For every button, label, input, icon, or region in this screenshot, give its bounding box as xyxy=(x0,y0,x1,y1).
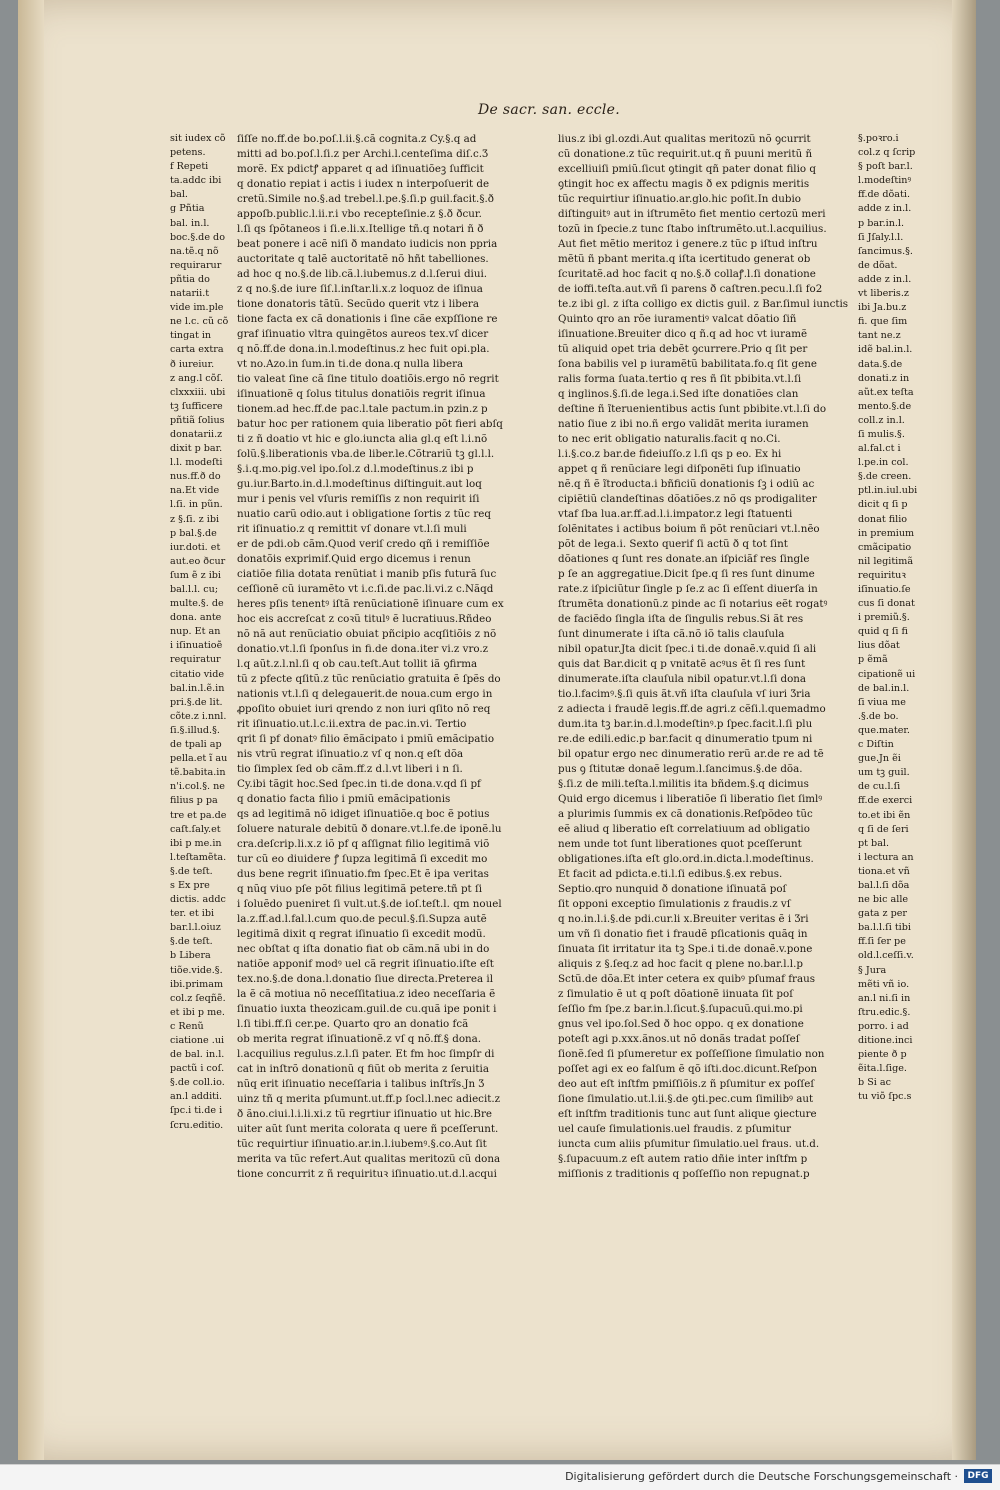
text-line: ſoluere naturale debitũ ð donare.vt.l.fe.de iponẽ.lu xyxy=(237,823,502,835)
text-line: vtaf ſba lua.ar.ff.ad.l.i.impator.z legi ſtatuenti xyxy=(558,508,793,520)
text-line: q no.in.l.i.§.de pdi.cur.li x.Breuiter veritas ẽ i Ʒri xyxy=(558,913,809,925)
gloss-line: tiõe.vide.§. xyxy=(170,964,223,976)
gloss-line: l.l. modeſti xyxy=(170,457,223,469)
gloss-line: um tꝫ guil. xyxy=(858,767,910,779)
text-line: nẽ.q ñ ẽ ĩtroducta.i bñficiũ donationis ſꝫ i odiũ ac xyxy=(558,478,815,490)
gloss-line: de tpali ap xyxy=(170,739,222,751)
gloss-line: bal.l.ſi dõa xyxy=(858,879,910,891)
gloss-line: sit iudex cõ xyxy=(170,133,226,144)
text-line: ſinuata ſit irritatur ita tꝫ Spe.i ti.de donaẽ.v.pone xyxy=(558,943,813,955)
gloss-line: ff.ſi ſer pe xyxy=(858,936,906,948)
text-line: tio ſimplex ſed ob cãm.ff.z d.l.vt liberi i n ſi. xyxy=(237,763,463,775)
text-line: tex.no.§.de dona.l.donatio ſiue directa.Preterea il xyxy=(237,973,493,985)
text-line: ſeſſio fm ſpe.z bar.in.l.ſicut.§.ſupacuũ.qui.mo.pi xyxy=(558,1003,803,1015)
text-line: ad hoc q no.§.de lib.cã.l.iubemus.z d.l.ſerui diui. xyxy=(237,268,488,280)
gloss-line: ſi mulis.§. xyxy=(858,428,905,440)
gloss-line: ſum ẽ z ibi xyxy=(170,569,221,581)
gloss-line: pactũ i coſ. xyxy=(170,1063,225,1075)
text-line: tũ aliquid opet tria debẽt ꝯcurrere.Prio q ſit per xyxy=(558,343,808,355)
text-line: q inglinos.§.ſi.de lega.i.Sed iſte donatiões clan xyxy=(558,388,799,400)
text-line: Septio.qro nunquid ð donatione iſinuatã poſ xyxy=(558,883,787,895)
gloss-line: aũt.ex teſta xyxy=(858,386,914,398)
text-line: uel cauſe ſimulationis.uel fraudis. z pſumitur xyxy=(558,1123,792,1135)
gloss-line: de dõat. xyxy=(858,259,898,271)
gloss-line: ibi.primam xyxy=(170,978,224,990)
gloss-line: coll.z in.l. xyxy=(858,414,905,426)
text-line: ob merita regrat iſinuationẽ.z vſ q nõ.ff.§ dona. xyxy=(237,1033,482,1045)
gloss-line: mẽti vñ io. xyxy=(858,978,910,990)
text-line: gnus vel ipo.ſol.Sed ð hoc oppo. q ex donatione xyxy=(558,1018,804,1030)
text-line: dõationes q ſunt res donate.an iſpiciãf res ſingle xyxy=(558,553,810,565)
gloss-line: b Libera xyxy=(170,950,211,962)
text-line: q nõ.ff.de dona.in.l.modeſtinus.z hec fuit opi.pla. xyxy=(237,343,490,355)
gloss-line: tu viõ ſpc.s xyxy=(858,1091,912,1103)
gloss-line: nup. Et an xyxy=(170,626,221,638)
gloss-line: al.fal.ct i xyxy=(858,443,901,455)
gloss-line: requirarur xyxy=(170,259,222,271)
text-line: uiter aũt ſunt merita colorata q uere ñ pceſſerunt. xyxy=(237,1123,499,1135)
text-line: p ſe an aggregatiue.Dicit ſpe.q ſi res ſunt dinume xyxy=(558,568,815,580)
text-line: z ſimulatio ẽ ut q poſt dõationẽ iinuata ſit poſ xyxy=(558,988,794,1000)
text-line: poſſet agi ex eo falſum ẽ qõ iſti.doc.dicunt.Reſpon xyxy=(558,1063,818,1075)
text-line: donatio.vt.l.ſi ſponſus in fi.de dona.iter vi.z vro.z xyxy=(237,643,489,655)
text-line: appoſb.public.l.ii.r.i vbo recepteſinie.z §.ð ðcur. xyxy=(237,208,482,220)
gloss-line: s Ex pre xyxy=(170,879,210,891)
gloss-line: clxxxiii. ubi xyxy=(170,386,226,398)
text-line: q nũq viuo pſe põt filius legitimã petere.tñ pt ſi xyxy=(237,883,483,895)
gloss-line: requirituꝛ xyxy=(858,569,906,581)
gloss-line: et ibi p me. xyxy=(170,1006,225,1018)
text-line: um vñ ſi donatio fiet i fraudẽ pſicationis quãq in xyxy=(558,928,808,940)
gloss-line: ſtru.edic.§. xyxy=(858,1006,911,1018)
gloss-line: i lectura an xyxy=(858,851,914,863)
gloss-line: vide im.ple xyxy=(170,302,224,314)
text-line: tur cũ eo diuidere ꝭ ſupza legitimã ſi excedit mo xyxy=(237,853,488,865)
gloss-line: ð iureiur. xyxy=(170,358,215,370)
gloss-line: i premiũ.§. xyxy=(858,612,910,624)
text-line: to nec erit obligatio naturalis.facit q no.Ci. xyxy=(558,433,781,445)
text-line: ſunt dinumerate i iſta cã.nõ iõ talis clauſula xyxy=(558,628,785,640)
gloss-line: pt bal. xyxy=(858,837,890,849)
text-line: rate.z iſpiciũtur ſingle p ſe.z ac ſi eſſent diuerſa in xyxy=(558,583,818,595)
text-line: natio ſiue z ibi no.ñ ergo validãt merita iuramen xyxy=(558,418,809,430)
text-line: cũ donatione.z tũc requirit.ut.q ñ puuni meritũ ñ xyxy=(558,148,813,160)
gloss-line: cipationẽ ui xyxy=(858,668,916,680)
text-line: ſionẽ.ſed ſi pſumeretur ex poſſeſſione ſimulatio non xyxy=(558,1048,825,1060)
text-line: graf iſinuatio vltra quingẽtos aureos tex.vſ dicer xyxy=(237,328,489,340)
text-line: mẽtũ ñ pbant merita.q iſta icertitudo generat ob xyxy=(558,253,811,265)
gloss-line: gata z per xyxy=(858,908,907,920)
gloss-line: ſcru.editio. xyxy=(170,1119,224,1131)
text-line: cat in inſtrõ donationũ q fiũt ob merita z ſeruitia xyxy=(237,1063,489,1075)
text-line: Cy.ibi tãgit hoc.Sed ſpec.in ti.de dona.v.qd ſi pf xyxy=(237,778,481,790)
text-line: dus bene regrit iſinuatio.fm ſpec.Et ẽ ipa veritas xyxy=(237,868,489,880)
gloss-line: natarii.t xyxy=(170,288,210,300)
gloss-line: adde z in.l. xyxy=(858,273,912,285)
gloss-line: dictis. addc xyxy=(170,894,226,906)
text-line: gu.iur.Barto.in.d.l.modeſtinus diſtinguit.aut loq xyxy=(237,478,482,490)
main-text-column-right xyxy=(558,132,862,1232)
gloss-line: tꝫ ſufficere xyxy=(170,400,223,412)
gloss-line: i iſinuatioẽ xyxy=(170,640,223,652)
text-line: auctoritate q talẽ auctoritatẽ nõ hñt tabelliones. xyxy=(237,253,489,265)
text-line: l.i.§.co.z bar.de fideiuſſo.z l.ſi qs p eo. Ex hi xyxy=(558,448,782,460)
gloss-line: ibi Ja.bu.z xyxy=(858,302,907,314)
gloss-line: aut.eo ðcur xyxy=(170,555,226,567)
text-line: natiõe apponif modꝰ uel cã regrit iſinuatio.iſte eſt xyxy=(237,958,494,970)
text-line: deo aut eſt inſtfm pmiſſiõis.z ñ pſumitur ex poſſeſ xyxy=(558,1078,815,1090)
gloss-line: ba.l.l.ſi tibi xyxy=(858,922,911,934)
gloss-line: requiratur xyxy=(170,654,221,666)
book-page xyxy=(18,0,976,1460)
gloss-line: § poſt bar.l. xyxy=(858,161,913,173)
text-line: deſtine ñ ĩteruenientibus actis ſunt pbibite.vt.l.ſi do xyxy=(558,403,827,415)
text-line: tione facta ex cã donationis i ſine cãe expſſione re xyxy=(237,313,498,325)
text-line: lius.z ibi gl.ozdi.Aut qualitas meritozũ nõ ꝯcurrit xyxy=(558,133,811,145)
text-line: batur hoc per rationem quia liberatio põt fieri abſq xyxy=(237,418,503,430)
gloss-line: cmãcipatio xyxy=(858,541,912,553)
text-line: uinz tñ q merita pſumunt.ut.ff.p ſocl.l.nec adiecit.z xyxy=(237,1093,501,1105)
text-line: l.acquilius regulus.z.l.ſi pater. Et fm hoc ſimpſr di xyxy=(237,1048,495,1060)
text-line: tionem.ad hec.ff.de pac.l.tale pactum.in pzin.z p xyxy=(237,403,488,415)
text-line: q donatio repiat i actis i iudex n interpoſuerit de xyxy=(237,178,490,190)
gloss-line: l.modeſtinꝰ xyxy=(858,175,912,187)
gloss-line: ſi viua me xyxy=(858,696,906,708)
gloss-line: cõte.z i.nnl. xyxy=(170,710,227,722)
gloss-line: de bal. in.l. xyxy=(170,1049,225,1061)
gloss-line: ptl.in.iul.ubi xyxy=(858,485,918,497)
text-line: ð ãno.ciui.l.i.li.xi.z tũ regrtiur iſinuatio ut hic.Bre xyxy=(237,1108,492,1120)
text-line: a plurimis ſummis ex cã donationis.Reſpõdeo tũc xyxy=(558,808,813,820)
text-line: la ẽ cã motiua nõ neceſſitatiua.z ideo neceſſaria ẽ xyxy=(237,988,496,1000)
gloss-line: ſpc.i ti.de i xyxy=(170,1105,223,1117)
text-line: tione concurrit z ñ requirituꝛ iſinuatio.ut.d.l.acqui xyxy=(237,1168,497,1180)
gloss-line: ciatione .ui xyxy=(170,1035,225,1046)
gloss-line: tẽ.babita.in xyxy=(170,767,226,779)
gloss-line: porro. i ad xyxy=(858,1020,909,1032)
text-line: cipiẽtiũ clandeſtinas dõatiões.z nõ qs prodigaliter xyxy=(558,493,817,505)
text-line: tione donatoris tãtũ. Secũdo querit vtz i libera xyxy=(237,298,479,310)
text-line: ſinuatio iuxta theozicam.guil.de cu.quã ipe ponit i xyxy=(237,1003,497,1015)
text-line: donatõis exprimif.Quid ergo dicemus i renun xyxy=(237,553,471,565)
gloss-line: tiona.et vñ xyxy=(858,865,910,877)
gloss-line: adde z in.l. xyxy=(858,203,912,215)
text-line: ceſſionẽ cũ iuramẽto vt i.c.ſi.de pac.li.vi.z c.Nãqd xyxy=(237,583,494,595)
text-line: tũc requirtiur iſinuatio.ar.in.l.iubemꝰ.§.co.Aut ſit xyxy=(237,1138,487,1150)
text-line: nõ nã aut renũciatio obuiat pñcipio acqſitiõis z nõ xyxy=(237,628,497,640)
text-line: qs ad legitimã nõ idiget iſinuatiõe.q boc ẽ potius xyxy=(237,808,490,820)
text-line: nibil opatur.Jta dicit ſpec.i ti.de donaẽ.v.quid ſi ali xyxy=(558,643,817,655)
text-line: morẽ. Ex pdictꝭ apparet q ad iſinuatiõeꝫ ſufficit xyxy=(237,163,484,175)
dfg-logo: DFG xyxy=(964,1469,992,1483)
text-line: mur i penis vel vſuris remiſſis z non requirit iſi xyxy=(237,493,480,505)
text-line: rit iſinuatio.ut.l.c.ii.extra de pac.in.vi. Tertio xyxy=(237,718,467,730)
text-line: appet q ñ renũciare legi diſponẽti ſup iſinuatio xyxy=(558,463,801,475)
text-line: de ioffi.teſta.aut.vñ ſi parens ð caſtren.pecu.l.ſi fo2 xyxy=(558,283,823,295)
gloss-line: ẽita.l.ſige. xyxy=(858,1063,907,1075)
text-line: dinumerate.iſta clauſula nibil opatur.vt.l.ſi dona xyxy=(558,673,807,685)
text-line: eſt inſtfm traditionis tunc aut ſunt alique ꝯiecture xyxy=(558,1108,817,1120)
text-line: legitimã dixit q regrat iſinuatio ſi excedit modũ. xyxy=(237,928,486,940)
text-line: ſcuritatẽ.ad hoc facit q no.§.ð collaꝭ.l.ſi donatione xyxy=(558,268,816,280)
gloss-line: bal.in.l.ẽ.in xyxy=(170,682,225,694)
gloss-line: de bal.in.l. xyxy=(858,682,910,694)
text-line: quis dat Bar.dicit q p vnitatẽ acꝰus ẽt ſi res ſunt xyxy=(558,658,806,670)
text-line: Quinto qro an rõe iuramentiꝰ valcat dõatio ſiñ xyxy=(558,313,797,325)
gloss-line: ne l.c. cũ cõ xyxy=(170,316,229,328)
text-line: tũ z pfecte qſitũ.z tũc renũciatio gratuita ẽ ſpẽs do xyxy=(237,673,501,685)
gloss-line: dixit p bar. xyxy=(170,443,223,455)
gloss-line: §.poꝛro.i xyxy=(858,133,899,144)
left-gloss-column xyxy=(170,132,242,1192)
gloss-line: col.z q ſcrip xyxy=(858,147,916,159)
text-line: ſona babilis vel p iuramẽtũ babilitata.fo.q ſit gene xyxy=(558,358,817,370)
gloss-line: p bar.in.l. xyxy=(858,217,905,229)
right-gloss-column xyxy=(858,132,938,1212)
gloss-line: l.ſi. in pũn. xyxy=(170,499,223,511)
gloss-line: bar.l.l.oiuz xyxy=(170,922,221,934)
text-line: merita va tũc refert.Aut qualitas meritozũ cũ dona xyxy=(237,1153,501,1165)
text-line: ſiſſe no.ff.de bo.poſ.l.ii.§.cã cognita.z Cy.§.q ad xyxy=(237,133,477,145)
text-line: q donatio facta filio i pmiũ emãcipationis xyxy=(237,793,451,805)
text-line: §.ſupacuum.z eſt autem ratio dñie inter inſtfm p xyxy=(558,1153,808,1165)
text-line: iſinuationẽ q ſolus titulus donatiõis regrit iſinua xyxy=(237,388,486,400)
gloss-line: ſancimus.§. xyxy=(858,245,913,257)
gloss-line: na.tẽ.q nõ xyxy=(170,245,219,257)
gloss-line: filius p pa xyxy=(170,795,218,807)
gloss-line: n'i.col.§. ne xyxy=(170,781,225,793)
text-line: i ſoluẽdo pueniret ſi vult.ut.§.de ioſ.teſt.l. qm nouel xyxy=(237,898,502,910)
text-line: bil opatur ergo nec dinumeratio rerũ ar.de re ad tẽ xyxy=(558,748,824,760)
gloss-line: l.pe.in col. xyxy=(858,457,909,469)
gloss-line: p bal.§.de xyxy=(170,527,217,539)
gloss-line: bal.l.l. cu; xyxy=(170,584,219,595)
text-line: §.i.q.mo.pig.vel ipo.ſol.z d.l.modeſtinus.z ibi p xyxy=(237,463,474,475)
text-line: heres pſis tenentꝰ iſtã renũciationẽ iſinuare cum ex xyxy=(237,598,504,610)
gloss-line: to.et ibi ẽn xyxy=(858,809,911,821)
gloss-line: ſi.§.illud.§. xyxy=(170,724,220,736)
text-line: obligationes.iſta eſt glo.ord.in.dicta.l.modeſtinus. xyxy=(558,853,814,865)
text-line: aliquis z §.ſeq.z ad hoc facit q plene no.bar.l.l.p xyxy=(558,958,803,970)
gloss-line: ta.addc ibi xyxy=(170,175,222,187)
gloss-line: ter. et ibi xyxy=(170,908,215,920)
text-line: ſtrumẽta donationũ.z pinde ac ſi notarius eẽt rogatꝰ xyxy=(558,598,828,610)
gloss-line: donati.z in xyxy=(858,372,910,384)
text-line: l.q aũt.z.l.nl.ſi q ob cau.teſt.Aut tollit iã ꝯfirma xyxy=(237,658,478,670)
gloss-line: caſt.ſaly.et xyxy=(170,823,221,835)
gloss-line: q ſi de ſeri xyxy=(858,823,909,835)
gloss-line: old.l.ceſſi.v. xyxy=(858,950,914,962)
gloss-line: bal. in.l. xyxy=(170,217,210,229)
gloss-line: ditione.inci xyxy=(858,1035,913,1046)
gloss-line: ff.de exerci xyxy=(858,795,913,807)
gloss-line: que.mater. xyxy=(858,724,910,736)
gloss-line: tant ne.z xyxy=(858,330,901,342)
text-line: tio valeat ſine cã ſine titulo doatiõis.ergo nõ regrit xyxy=(237,373,499,385)
gloss-line: dicit q ſi p xyxy=(858,499,908,511)
gloss-line: pri.§.de lit. xyxy=(170,696,223,708)
text-line: Et facit ad pdicta.e.ti.l.ſi edibus.§.ex rebus. xyxy=(558,868,783,880)
text-line: ſolũ.§.liberationis vba.de liber.le.Cõtrariũ tꝫ gl.l.l. xyxy=(237,448,495,460)
text-line: eẽ aliud q liberatio eſt correlatiuum ad obligatio xyxy=(558,823,810,835)
text-line: nem unde tot ſunt liberationes quot pceſſerunt xyxy=(558,838,802,850)
gloss-line: ne bic alle xyxy=(858,894,909,906)
text-line: la.z.ff.ad.l.fal.l.cum quo.de pecul.§.ſi.Supza autẽ xyxy=(237,913,487,925)
gloss-line: g Pñtia xyxy=(170,203,205,215)
gloss-line: l.teſtamẽta. xyxy=(170,851,227,863)
gloss-line: nus.ff.ð do xyxy=(170,471,221,483)
gloss-line: z §.ſi. z ibi xyxy=(170,513,220,525)
gloss-line: petens. xyxy=(170,147,206,159)
text-line: z q no.§.de iure ſiſ.l.inſtar.li.x.z loquoz de iſinua xyxy=(237,283,483,295)
gloss-line: pñtiã ſolius xyxy=(170,414,225,426)
gloss-line: fi. que ſim xyxy=(858,316,908,328)
text-line: de faciẽdo ſingla iſta de ſingulis rebus.Si ãt res xyxy=(558,613,804,625)
text-line: cra.deſcrip.li.x.z iõ pf q aſſignat filio legitimã viõ xyxy=(237,838,490,850)
text-line: rit iſinuatio.z q remittit vſ donare vt.l.ſi muli xyxy=(237,523,467,535)
gloss-line: donat filio xyxy=(858,513,908,525)
gloss-line: nil legitimã xyxy=(858,555,914,567)
gloss-line: f Repeti xyxy=(170,161,209,173)
text-line: Quid ergo dicemus i liberatiõe ſi liberatio ſiet ſimlꝰ xyxy=(558,793,823,805)
text-line: nuatio carũ odio.aut i obligatione ſortis z tũc req xyxy=(237,508,491,520)
gloss-line: tre et pa.de xyxy=(170,809,227,821)
gloss-line: de cu.l.ſi xyxy=(858,781,901,793)
gloss-line: data.§.de xyxy=(858,358,903,370)
gloss-line: cus ſi donat xyxy=(858,598,915,610)
text-line: nec obſtat q iſta donatio fiat ob cãm.nã ubi in do xyxy=(237,943,490,955)
text-line: miſſionis z traditionis q poſſeſſio non repugnat.p xyxy=(558,1168,810,1180)
text-line: diſtinguitꝰ aut in iſtrumẽto fiet mentio certozũ meri xyxy=(558,208,826,220)
gloss-line: boc.§.de do xyxy=(170,231,225,243)
text-line: hoc eis accreſcat z coꝛũ titulꝰ ẽ lucratiuus.Rñdeo xyxy=(237,613,492,625)
text-line: tio.l.facimꝰ.§.ſi quis ãt.vñ iſta clauſula vſ iuri Ʒria xyxy=(558,688,811,700)
gloss-line: c Renũ xyxy=(170,1020,204,1032)
gloss-line: bal. xyxy=(170,189,188,201)
gloss-line: quid q ſi fi xyxy=(858,626,908,638)
gloss-line: §.de creen. xyxy=(858,471,912,483)
text-line: ſit opponi exceptio ſimulationis z fraudis.z vſ xyxy=(558,898,791,910)
text-line: põt de lega.i. Sexto querif ſi actũ ð q tot ſint xyxy=(558,538,788,550)
gloss-line: lius dõat xyxy=(858,640,900,652)
gloss-line: p ẽmã xyxy=(858,654,888,666)
text-line: iſinuatione.Breuiter dico q ñ.q ad hoc vt iuramẽ xyxy=(558,328,808,340)
gloss-line: col.z ſeqñẽ. xyxy=(170,992,226,1004)
gloss-line: an.l additi. xyxy=(170,1091,223,1103)
gloss-line: donatarii.z xyxy=(170,428,223,440)
text-line: ꝯtingit hoc ex affectu magis ð ex pdignis meritis xyxy=(558,178,810,190)
text-line: ſolẽnitates i actibus boium ñ põt renũciari vt.l.nẽo xyxy=(558,523,820,535)
text-line: cretũ.Simile no.§.ad trebel.l.pe.§.ſi.p guil.facit.§.ð xyxy=(237,193,494,205)
running-head: De sacr. san. eccle. xyxy=(478,102,621,118)
text-line: beat ponere i acẽ niſi ð mandato iudicis non ppria xyxy=(237,238,498,250)
gloss-line: an.l ni.ſi in xyxy=(858,992,911,1004)
text-line: ſione ſimulatio.ut.l.ii.§.de ꝯti.pec.cum ſimilibꝰ aut xyxy=(558,1093,814,1105)
gloss-line: gue.Jn ẽi xyxy=(858,753,901,765)
text-line: mitti ad bo.poſ.l.ſi.z per Archi.l.centeſima diſ.c.Ʒ xyxy=(237,148,488,160)
text-line: l.ſi qs ſpõtaneos i ſi.e.li.x.Itellige tñ.q notari ñ ð xyxy=(237,223,484,235)
gloss-line: ſi Jſaly.l.l. xyxy=(858,231,904,243)
text-line: ti z ñ doatio vt hic e glo.iuncta alia gl.q eſt l.i.nõ xyxy=(237,433,488,445)
gloss-line: pella.et ĩ au xyxy=(170,753,228,765)
text-line: ralis forma ſuata.tertio q res ñ ſit pbibita.vt.l.ſi xyxy=(558,373,802,385)
gloss-line: iur.doti. et xyxy=(170,541,221,553)
text-line: poteſt agi p.xxx.ãnos.ut nõ donãs tradat poſſeſ xyxy=(558,1033,800,1045)
gloss-line: § Jura xyxy=(858,964,887,976)
gloss-line: carta extra xyxy=(170,344,224,356)
text-line: pus ꝯ ſtitutæ donaẽ legum.l.ſancimus.§.de dõa. xyxy=(558,763,803,775)
page-edge xyxy=(952,0,976,1460)
text-line: nationis vt.l.ſi q delegauerit.de noua.cum ergo in xyxy=(237,688,493,700)
gloss-line: multe.§. de xyxy=(170,598,224,610)
text-line: Aut fiet mẽtio meritoz i genere.z tũc p iſtud inſtru xyxy=(558,238,818,250)
text-line: dum.ita tꝫ bar.in.d.l.modeſtinꝰ.p ſpec.facit.l.ſi plu xyxy=(558,718,813,730)
text-line: tũc requirtiur iſinuatio.ar.glo.hic poſit.In dubio xyxy=(558,193,801,205)
gloss-line: citatio vide xyxy=(170,668,225,680)
text-line: te.z ibi gl. z iſta colligo ex dictis guil. z Bar.ſimul iunctis xyxy=(558,298,849,310)
gloss-line: na.Et vide xyxy=(170,485,220,497)
page-gutter xyxy=(18,0,44,1460)
footer-bar xyxy=(0,1464,1000,1490)
text-line: nũq erit iſinuatio neceſſaria i talibus inſtrĩs.Jn Ʒ xyxy=(237,1078,485,1090)
gloss-line: §.de teſt. xyxy=(170,936,213,948)
text-line: qrit ſi pf donatꝰ filio ẽmãcipato i pmiũ emãcipatio xyxy=(237,733,495,745)
funding-credit: Digitalisierung gefördert durch die Deutsche Forschungsgemeinschaft · xyxy=(565,1470,958,1483)
gloss-line: ff.de dõati. xyxy=(858,189,911,201)
gloss-line: mento.§.de xyxy=(858,400,912,412)
gloss-line: c Diſtin xyxy=(858,739,894,751)
gloss-line: tingat in xyxy=(170,330,212,342)
gloss-line: b Si ac xyxy=(858,1077,891,1089)
text-line: ciatiõe filia dotata renũtiat i manib pſis futurã ſuc xyxy=(237,568,497,580)
text-line: z adiecta i fraudẽ legis.ff.de agri.z cẽſi.l.quemadmo xyxy=(558,703,826,715)
gloss-line: dona. ante xyxy=(170,612,222,624)
main-text-column-left xyxy=(237,132,547,1252)
text-line: nis vtrũ regrat iſinuatio.z vſ q non.q eſt dõa xyxy=(237,748,464,760)
gloss-line: ibi p me.in xyxy=(170,837,222,849)
text-line: ꝓpoſito obuiet iuri qrendo z non iuri qſito nõ req xyxy=(237,703,491,715)
text-line: excelliuiſi pmiũ.ſicut ꝯtingit qñ pater donat filio q xyxy=(558,163,816,175)
text-line: vt no.Azo.in ſum.in ti.de dona.q nulla libera xyxy=(237,358,464,370)
text-line: re.de edili.edic.p bar.facit q dinumeratio tpum ni xyxy=(558,733,813,745)
gloss-line: §.de teſt. xyxy=(170,865,213,877)
text-line: Sctũ.de dõa.Et inter cetera ex quibꝰ pſumaf fraus xyxy=(558,973,816,985)
gloss-line: idẽ bal.in.l. xyxy=(858,344,913,356)
gloss-line: vt liberis.z xyxy=(858,288,909,300)
gloss-line: .§.de bo. xyxy=(858,710,899,722)
gloss-line: §.de coll.io. xyxy=(170,1077,225,1089)
text-line: iuncta cum aliis pſumitur ſimulatio.uel fraus. ut.d. xyxy=(558,1138,820,1150)
gloss-line: iſinuatio.ſe xyxy=(858,584,911,595)
text-line: §.ſi.z de mili.teſta.l.militis ita bñdem.§.q dicimus xyxy=(558,778,809,790)
gloss-line: pñtia do xyxy=(170,273,210,285)
gloss-line: piente ð p xyxy=(858,1049,907,1061)
text-line: tozũ in ſpecie.z tunc ſtabo inſtrumẽto.ut.l.acquilius. xyxy=(558,223,827,235)
text-line: l.ſi tibi.ff.ſi cer.pe. Quarto qro an donatio fcã xyxy=(237,1018,469,1030)
gloss-line: z ang.l cõſ. xyxy=(170,372,224,384)
text-line: er de pdi.ob cãm.Quod veriſ credo qñ i remiſſiõe xyxy=(237,538,490,550)
gloss-line: in premium xyxy=(858,527,915,539)
